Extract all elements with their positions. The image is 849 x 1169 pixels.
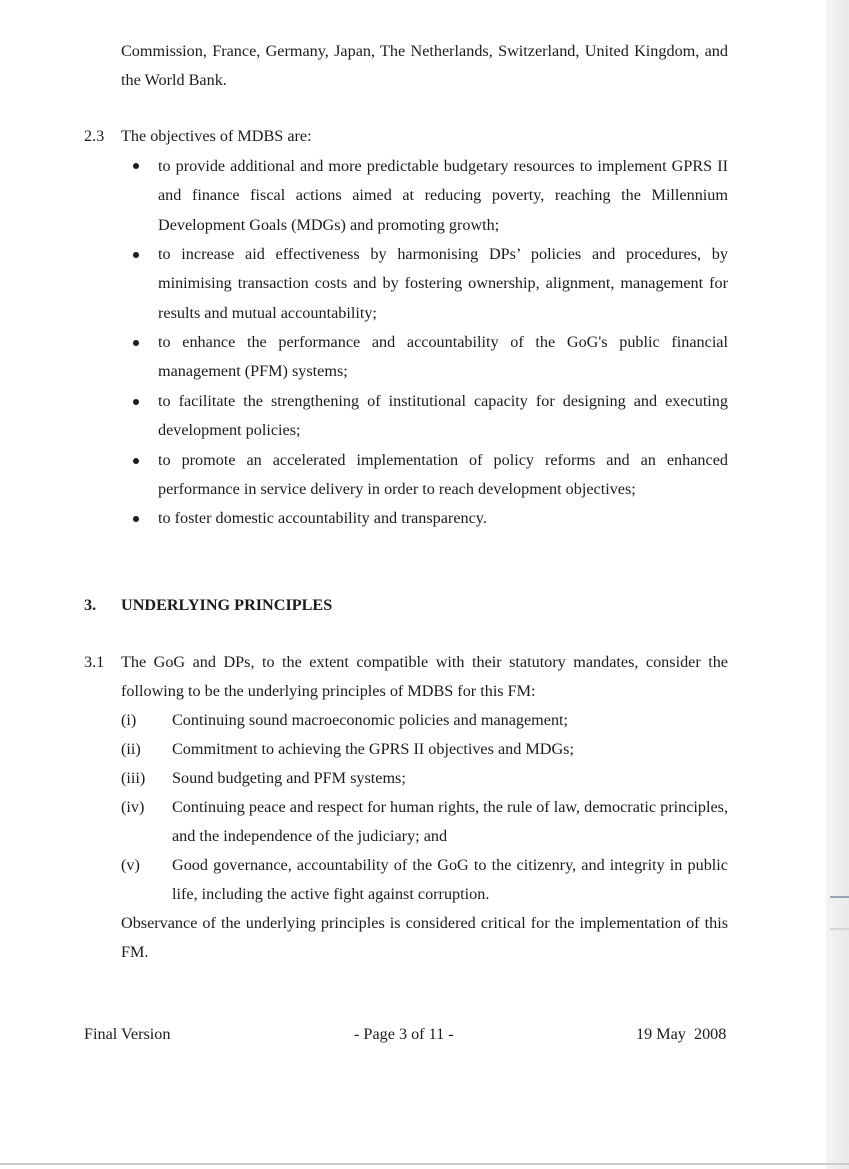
scan-edge-strip [826,0,849,1169]
list-item: Good governance, accountability of the GoG to the citizenry, and integrity in public life, including the active fight against corruption. [172,856,728,904]
list-item: Continuing sound macroeconomic policies and management; [172,711,569,729]
bullet-item: to enhance the performance and accountability of the GoG's public financial management (PFM) systems; [158,333,728,381]
bullet-dot [133,399,139,405]
section-heading-title: UNDERLYING PRINCIPLES [121,596,333,614]
list-marker: (ii) [121,740,141,758]
list-item: Continuing peace and respect for human rights, the rule of law, democratic principles, and the independence of the judiciary; and [172,798,728,846]
list-item: Commitment to achieving the GPRS II objectives and MDGs; [172,740,574,758]
section-lead: The GoG and DPs, to the extent compatible with their statutory mandates, consider the following to be the underlying principles of MDBS for this FM: [121,653,728,701]
section-number: 2.3 [84,127,105,145]
section-lead: The objectives of MDBS are: [121,127,312,145]
section-heading-number: 3. [84,596,97,614]
scan-mark [830,928,849,930]
bullet-item: to increase aid effectiveness by harmonising DPs’ policies and procedures, by minimising transaction costs and by fostering ownership, alignment, management for results and mutual accountability; [158,245,728,322]
scan-bottom-edge [0,1163,849,1165]
list-marker: (iv) [121,798,145,816]
footer-date: 19 May 2008 [636,1025,727,1043]
list-marker: (iii) [121,769,146,787]
footer-version: Final Version [84,1025,171,1043]
bullet-dot [133,516,139,522]
bullet-dot [133,340,139,346]
scan-mark [830,896,849,898]
footer-page-number: - Page 3 of 11 - [354,1025,454,1043]
list-item: Sound budgeting and PFM systems; [172,769,406,787]
bullet-item: to foster domestic accountability and transparency. [158,509,487,527]
intro-paragraph: Commission, France, Germany, Japan, The Netherlands, Switzerland, United Kingdom, and the World Bank. [121,42,728,90]
bullet-dot [133,252,139,258]
bullet-item: to promote an accelerated implementation of policy reforms and an enhanced performance in service delivery in order to reach development objectives; [158,451,728,499]
bullet-dot [133,458,139,464]
list-marker: (i) [121,711,137,729]
section-number: 3.1 [84,653,105,671]
list-marker: (v) [121,856,140,874]
bullet-item: to provide additional and more predictable budgetary resources to implement GPRS II and finance fiscal actions aimed at reducing poverty, reaching the Millennium Development Goals (MDGs) and promoting growth; [158,157,728,234]
bullet-item: to facilitate the strengthening of institutional capacity for designing and executing development policies; [158,392,728,440]
bullet-dot [133,163,139,169]
closing-paragraph: Observance of the underlying principles is considered critical for the implementation of this FM. [121,914,728,962]
